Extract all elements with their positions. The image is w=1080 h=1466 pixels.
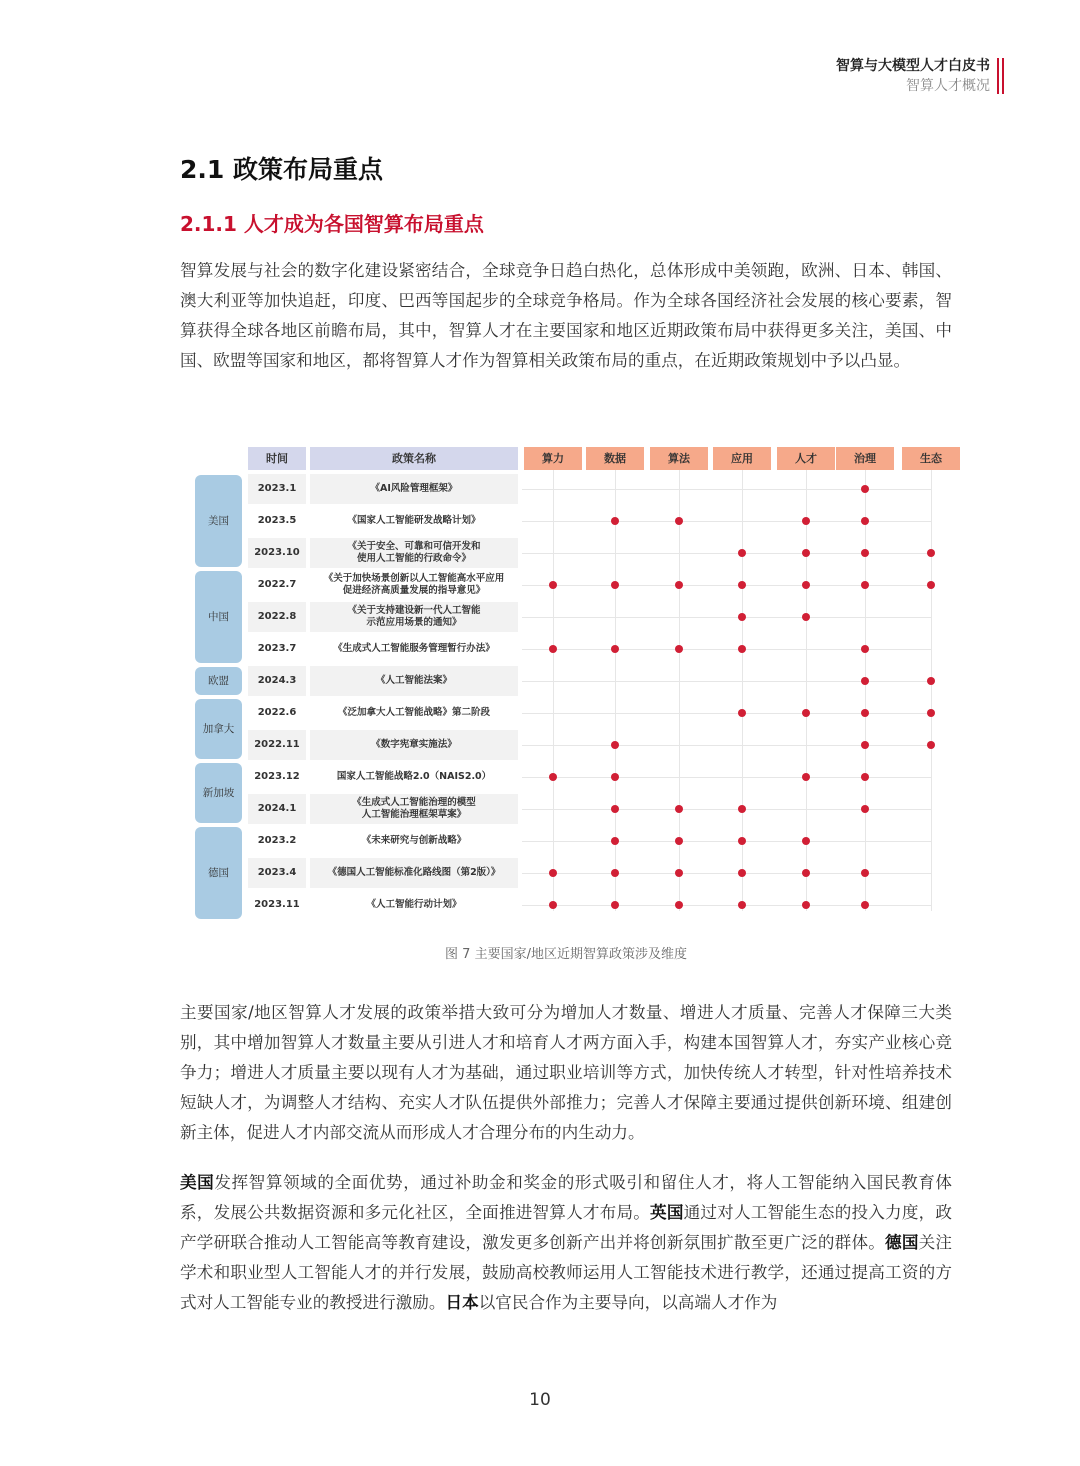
column-header-dimension: 生态 — [902, 447, 960, 470]
dimension-dot-marker — [861, 869, 869, 877]
country-name: 日本 — [445, 1293, 479, 1312]
section-title: 2.1 政策布局重点 — [180, 155, 383, 184]
grid-line — [522, 649, 932, 650]
grid-line — [553, 470, 554, 911]
grid-line — [865, 470, 866, 911]
dimension-dot-marker — [611, 517, 619, 525]
dimension-dot-marker — [861, 677, 869, 685]
dimension-dot-marker — [611, 837, 619, 845]
row-time: 2023.4 — [248, 858, 306, 888]
grid-line — [522, 713, 932, 714]
header-accent-bar — [997, 58, 999, 94]
column-header-policy: 政策名称 — [310, 447, 518, 470]
row-time: 2024.3 — [248, 666, 306, 696]
paragraph-intro: 智算发展与社会的数字化建设紧密结合，全球竞争日趋白热化，总体形成中美领跑，欧洲、日本、韩国、澳大利亚等加快追赶，印度、巴西等国起步的全球竞争格局。作为全球各国经济社会发展的核心要素，智算获得全球各地区前瞻布局，其中，智算人才在主要国家和地区近期政策布局中获得更多关注，美国、中国、欧盟等国家和地区，都将智算人才作为智算相关政策布局的重点，在近期政策规划中予以凸显。 — [180, 261, 952, 370]
row-time: 2022.6 — [257, 707, 297, 718]
region-label: 新加坡 — [195, 763, 242, 823]
dimension-dot-marker — [802, 773, 810, 781]
dimension-dot-marker — [611, 645, 619, 653]
dimension-dot-marker — [927, 709, 935, 717]
dimension-dot-marker — [549, 869, 557, 877]
column-header-dimension: 治理 — [836, 447, 894, 470]
dimension-dot-marker — [675, 581, 683, 589]
row-policy: 《AI风险管理框架》 — [310, 474, 518, 504]
grid-line — [522, 681, 932, 682]
chapter-title: 智算人才概况 — [906, 78, 990, 94]
row-time: 2022.7 — [257, 579, 297, 590]
row-time: 2023.7 — [257, 643, 297, 654]
column-header-dimension: 算法 — [650, 447, 708, 470]
paragraph-text: 关注学术和职业型人工智能人才的并行发展，鼓励高校教师运用人工智能技术进行教学，还通过提高工资的方式对人工智能专业的教授进行激励。 — [180, 1233, 953, 1312]
column-header-dimension: 人才 — [777, 447, 835, 470]
grid-line — [522, 905, 932, 906]
subsection-title: 2.1.1 人才成为各国智算布局重点 — [180, 212, 484, 236]
dimension-dot-marker — [675, 837, 683, 845]
dimension-dot-marker — [611, 581, 619, 589]
grid-line — [522, 809, 932, 810]
paragraph-text: 发挥智算领域的全面优势，通过补助金和奖金的形式吸引和留住人才，将人工智能纳入国民教育体系，发展公共数据资源和多元化社区，全面推进智算人才布局。 — [180, 1173, 953, 1222]
grid-line — [522, 841, 932, 842]
header-accent-bar — [1002, 58, 1004, 94]
running-header — [836, 56, 990, 96]
column-header-dimension: 数据 — [586, 447, 644, 470]
dimension-dot-marker — [611, 773, 619, 781]
grid-line — [522, 745, 932, 746]
grid-line — [522, 873, 932, 874]
dimension-dot-marker — [927, 741, 935, 749]
dimension-dot-marker — [861, 709, 869, 717]
row-policy: 《关于支持建设新一代人工智能 示范应用场景的通知》 — [310, 602, 518, 632]
dimension-dot-marker — [611, 869, 619, 877]
dimension-dot-marker — [738, 805, 746, 813]
row-policy: 《关于安全、可靠和可信开发和 使用人工智能的行政命令》 — [310, 538, 518, 568]
paragraph-categories: 主要国家/地区智算人才发展的政策举措大致可分为增加人才数量、增进人才质量、完善人才保障三大类别，其中增加智算人才数量主要从引进人才和培育人才两方面入手，构建本国智算人才，夯实产业核心竞争力；增进人才质量主要以现有人才为基础，通过职业培训等方式，加快传统人才转型，针对性培养技术短缺人才，为调整人才结构、充实人才队伍提供外部推力；完善人才保障主要通过提供创新环境、组建创新主体，促进人才内部交流从而形成人才合理分布的内生动力。 — [180, 1003, 952, 1142]
row-time: 2023.2 — [257, 835, 297, 846]
dimension-dot-marker — [738, 581, 746, 589]
dimension-dot-marker — [738, 837, 746, 845]
dimension-dot-marker — [927, 677, 935, 685]
dimension-dot-marker — [802, 549, 810, 557]
dimension-dot-marker — [802, 517, 810, 525]
dimension-dot-marker — [738, 901, 746, 909]
dimension-dot-marker — [675, 517, 683, 525]
region-label: 欧盟 — [195, 667, 242, 695]
dimension-dot-marker — [611, 901, 619, 909]
grid-line — [522, 617, 932, 618]
figure-caption: 图 7 主要国家/地区近期智算政策涉及维度 — [445, 947, 687, 962]
dimension-dot-marker — [861, 773, 869, 781]
row-policy: 《未来研究与创新战略》 — [361, 835, 467, 846]
dimension-dot-marker — [738, 869, 746, 877]
grid-line — [522, 521, 932, 522]
dimension-dot-marker — [861, 549, 869, 557]
dimension-dot-marker — [861, 645, 869, 653]
column-header-time: 时间 — [248, 447, 306, 470]
country-name: 美国 — [180, 1173, 215, 1192]
dimension-dot-marker — [861, 581, 869, 589]
row-time: 2022.11 — [248, 730, 306, 760]
dimension-dot-marker — [861, 485, 869, 493]
dimension-dot-marker — [738, 645, 746, 653]
dimension-dot-marker — [927, 549, 935, 557]
region-label: 美国 — [195, 475, 242, 567]
row-time: 2023.1 — [248, 474, 306, 504]
row-policy: 《德国人工智能标准化路线图（第2版）》 — [310, 858, 518, 888]
region-label: 加拿大 — [195, 699, 242, 759]
dimension-dot-marker — [549, 581, 557, 589]
grid-line — [522, 585, 932, 586]
dimension-dot-marker — [738, 613, 746, 621]
grid-line — [931, 470, 932, 911]
dimension-dot-marker — [861, 517, 869, 525]
dimension-dot-marker — [549, 773, 557, 781]
paragraph-text: 通过对人工智能生态的投入力度，政产学研联合推动人工智能高等教育建设，激发更多创新产出并将创新氛围扩散至更广泛的群体。 — [180, 1203, 953, 1252]
column-header-dimension: 算力 — [524, 447, 582, 470]
country-name: 德国 — [885, 1233, 919, 1252]
row-policy: 《数字宪章实施法》 — [310, 730, 518, 760]
report-title: 智算与大模型人才白皮书 — [836, 58, 990, 74]
row-time: 2023.10 — [248, 538, 306, 568]
row-policy: 《国家人工智能研发战略计划》 — [347, 515, 481, 526]
grid-line — [522, 777, 932, 778]
region-label: 德国 — [195, 827, 242, 919]
dimension-dot-marker — [611, 805, 619, 813]
column-header-dimension: 应用 — [713, 447, 771, 470]
row-time: 2023.5 — [257, 515, 297, 526]
dimension-dot-marker — [802, 709, 810, 717]
region-label: 中国 — [195, 571, 242, 663]
row-policy: 《泛加拿大人工智能战略》第二阶段 — [337, 707, 490, 718]
dimension-dot-marker — [675, 805, 683, 813]
dimension-dot-marker — [738, 709, 746, 717]
dimension-dot-marker — [549, 645, 557, 653]
dimension-dot-marker — [675, 901, 683, 909]
dimension-dot-marker — [861, 741, 869, 749]
dimension-dot-marker — [738, 549, 746, 557]
dimension-dot-marker — [802, 901, 810, 909]
row-policy: 《生成式人工智能服务管理暂行办法》 — [333, 643, 495, 654]
page-number: 10 — [529, 1390, 551, 1410]
dimension-dot-marker — [927, 581, 935, 589]
row-time: 2024.1 — [248, 794, 306, 824]
row-policy: 《关于加快场景创新以人工智能高水平应用 促进经济高质量发展的指导意见》 — [323, 573, 505, 596]
dimension-dot-marker — [802, 869, 810, 877]
row-policy: 《人工智能行动计划》 — [366, 899, 462, 910]
row-time: 2023.12 — [254, 771, 300, 782]
paragraph-countries — [180, 1168, 952, 1318]
row-policy: 国家人工智能战略2.0（NAIS2.0） — [336, 771, 492, 782]
country-name: 英国 — [650, 1203, 684, 1222]
dimension-dot-marker — [549, 901, 557, 909]
row-time: 2022.8 — [248, 602, 306, 632]
row-policy: 《生成式人工智能治理的模型 人工智能治理框架草案》 — [310, 794, 518, 824]
dimension-dot-marker — [675, 869, 683, 877]
grid-line — [522, 489, 932, 490]
dimension-dot-marker — [861, 805, 869, 813]
dimension-dot-marker — [611, 741, 619, 749]
dimension-dot-marker — [802, 837, 810, 845]
dimension-dot-marker — [802, 613, 810, 621]
dimension-dot-marker — [802, 581, 810, 589]
paragraph-text: 以官民合作为主要导向，以高端人才作为 — [478, 1293, 778, 1312]
row-policy: 《人工智能法案》 — [310, 666, 518, 696]
dimension-dot-marker — [675, 645, 683, 653]
grid-line — [522, 553, 932, 554]
dimension-dot-marker — [861, 901, 869, 909]
row-time: 2023.11 — [254, 899, 300, 910]
